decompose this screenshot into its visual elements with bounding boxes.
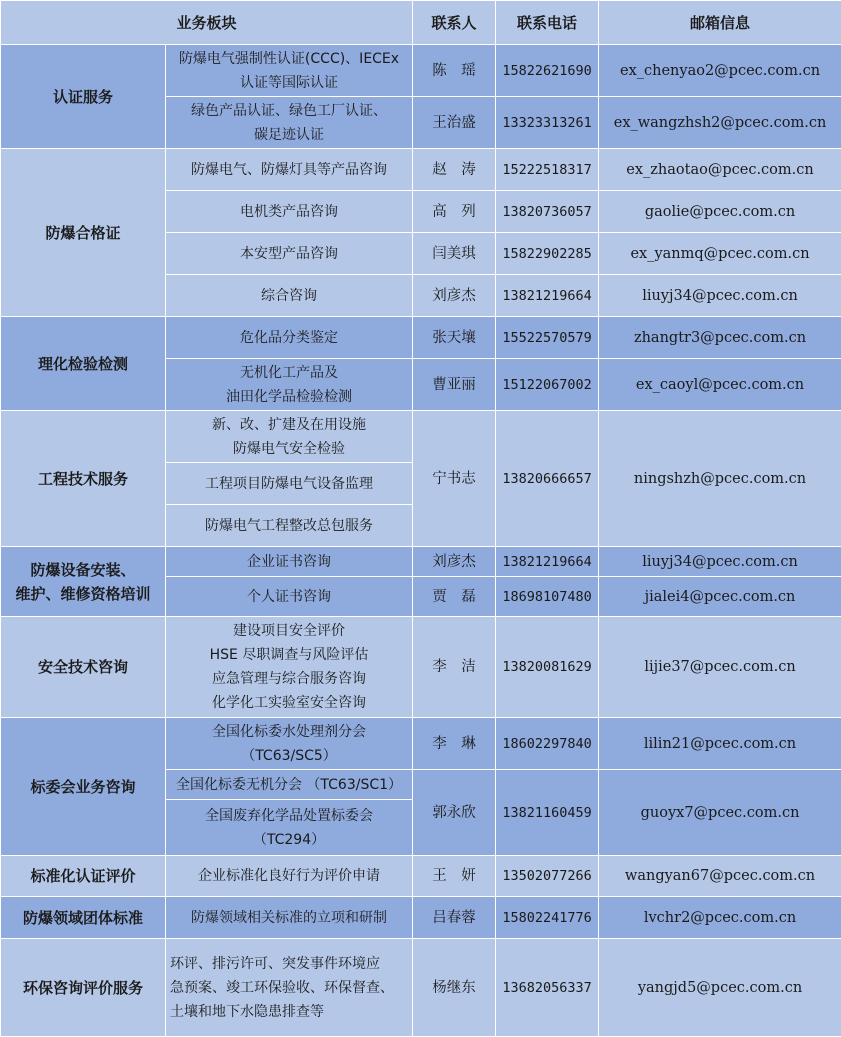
phone-cell: 13820736057 [496,191,599,233]
contact-cell: 杨继东 [413,939,496,1037]
phone-cell: 13820666657 [496,411,599,547]
header-row [1,1,841,45]
category-cell: 工程技术服务 [1,411,166,547]
service-cell: 无机化工产品及 油田化学品检验检测 [166,359,413,411]
category-cell: 防爆领域团体标准 [1,897,166,939]
table-row [1,856,841,897]
phone-cell: 13821219664 [496,275,599,317]
phone-cell: 15802241776 [496,897,599,939]
service-cell: 企业标准化良好行为评价申请 [166,856,413,897]
contact-cell: 吕春蓉 [413,897,496,939]
service-cell: 环评、排污许可、突发事件环境应 急预案、竣工环保验收、环保督查、 土壤和地下水隐患排查等 [166,939,413,1037]
contact-cell: 陈 瑶 [413,45,496,97]
service-cell: 企业证书咨询 [166,547,413,577]
contact-cell: 贾 磊 [413,577,496,617]
phone-cell: 13820081629 [496,617,599,718]
phone-cell: 13502077266 [496,856,599,897]
phone-cell: 13821160459 [496,770,599,856]
category-cell: 认证服务 [1,45,166,149]
contact-cell: 曹亚丽 [413,359,496,411]
phone-cell: 15522570579 [496,317,599,359]
category-cell: 环保咨询评价服务 [1,939,166,1037]
table-row [1,617,841,718]
category-cell: 防爆设备安装、 维护、维修资格培训 [1,547,166,617]
category-cell: 防爆合格证 [1,149,166,317]
table-row [1,317,841,359]
email-cell: gaolie@pcec.com.cn [599,191,841,233]
phone-cell: 15822621690 [496,45,599,97]
table-row [1,149,841,191]
contact-cell: 王治盛 [413,97,496,149]
service-cell: 本安型产品咨询 [166,233,413,275]
contact-cell: 郭永欣 [413,770,496,856]
contact-cell: 张天壤 [413,317,496,359]
phone-cell: 15222518317 [496,149,599,191]
contact-cell: 宁书志 [413,411,496,547]
email-cell: lvchr2@pcec.com.cn [599,897,841,939]
service-cell: 建设项目安全评价 HSE 尽职调查与风险评估 应急管理与综合服务咨询 化学化工实验室安全咨询 [166,617,413,718]
service-cell: 全国废弃化学品处置标委会 （TC294） [166,800,413,856]
service-cell: 个人证书咨询 [166,577,413,617]
contact-cell: 李 洁 [413,617,496,718]
service-cell: 防爆电气、防爆灯具等产品咨询 [166,149,413,191]
table-row [1,897,841,939]
email-cell: yangjd5@pcec.com.cn [599,939,841,1037]
contact-cell: 李 琳 [413,718,496,770]
category-cell: 理化检验检测 [1,317,166,411]
table-row [1,718,841,770]
table-row [1,45,841,97]
service-cell: 全国化标委水处理剂分会 （TC63/SC5） [166,718,413,770]
phone-cell: 13682056337 [496,939,599,1037]
contact-cell: 王 妍 [413,856,496,897]
header-business: 业务板块 [1,1,413,45]
email-cell: ex_wangzhsh2@pcec.com.cn [599,97,841,149]
email-cell: lijie37@pcec.com.cn [599,617,841,718]
contact-cell: 刘彦杰 [413,275,496,317]
contact-cell: 赵 涛 [413,149,496,191]
service-cell: 新、改、扩建及在用设施 防爆电气安全检验 [166,411,413,463]
phone-cell: 18602297840 [496,718,599,770]
service-cell: 全国化标委无机分会 （TC63/SC1） [166,770,413,800]
email-cell: ex_caoyl@pcec.com.cn [599,359,841,411]
email-cell: ex_yanmq@pcec.com.cn [599,233,841,275]
category-cell: 安全技术咨询 [1,617,166,718]
email-cell: liuyj34@pcec.com.cn [599,275,841,317]
email-cell: lilin21@pcec.com.cn [599,718,841,770]
email-cell: guoyx7@pcec.com.cn [599,770,841,856]
phone-cell: 18698107480 [496,577,599,617]
email-cell: liuyj34@pcec.com.cn [599,547,841,577]
service-cell: 防爆电气强制性认证(CCC)、IECEx 认证等国际认证 [166,45,413,97]
contact-cell: 高 列 [413,191,496,233]
category-cell: 标准化认证评价 [1,856,166,897]
category-cell: 标委会业务咨询 [1,718,166,856]
service-cell: 工程项目防爆电气设备监理 [166,463,413,505]
service-cell: 综合咨询 [166,275,413,317]
contact-cell: 刘彦杰 [413,547,496,577]
contact-cell: 闫美琪 [413,233,496,275]
table-row [1,939,841,1037]
table-row [1,547,841,577]
email-cell: ningshzh@pcec.com.cn [599,411,841,547]
header-phone: 联系电话 [496,1,599,45]
phone-cell: 13323313261 [496,97,599,149]
service-cell: 危化品分类鉴定 [166,317,413,359]
email-cell: ex_zhaotao@pcec.com.cn [599,149,841,191]
email-cell: zhangtr3@pcec.com.cn [599,317,841,359]
phone-cell: 15822902285 [496,233,599,275]
email-cell: ex_chenyao2@pcec.com.cn [599,45,841,97]
email-cell: wangyan67@pcec.com.cn [599,856,841,897]
phone-cell: 13821219664 [496,547,599,577]
email-cell: jialei4@pcec.com.cn [599,577,841,617]
service-cell: 绿色产品认证、绿色工厂认证、 碳足迹认证 [166,97,413,149]
service-cell: 防爆电气工程整改总包服务 [166,505,413,547]
service-cell: 电机类产品咨询 [166,191,413,233]
table-row [1,411,841,463]
header-email: 邮箱信息 [599,1,841,45]
phone-cell: 15122067002 [496,359,599,411]
header-contact: 联系人 [413,1,496,45]
service-cell: 防爆领域相关标准的立项和研制 [166,897,413,939]
